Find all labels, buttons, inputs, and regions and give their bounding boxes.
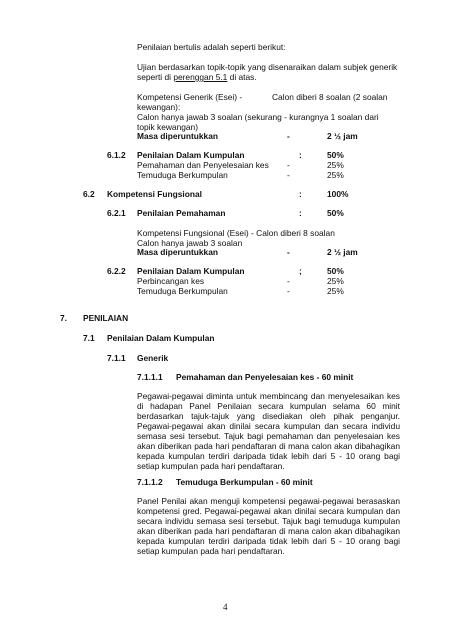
fungsional-line: Calon hanya jawab 3 soalan (137, 238, 243, 248)
paragraph-reference-link[interactable]: perenggan 5.1 (173, 72, 228, 82)
component-label: Temuduga Berkumpulan (137, 286, 228, 296)
component-value: 25% (327, 170, 344, 180)
masa-dash: - (287, 247, 290, 257)
intro-text: seperti di (137, 72, 174, 82)
generik-line: Calon hanya jawab 3 soalan (sekurang - kurangnya 1 soalan dari (137, 112, 379, 122)
section-number: 6.1.2 (107, 150, 126, 160)
masa-value: 2 ½ jam (327, 131, 358, 141)
component-dash: - (287, 170, 290, 180)
generik-label: Kompetensi Generik (Esei) - (137, 92, 243, 102)
section-title: Kompetensi Fungsional (107, 189, 202, 199)
component-value: 25% (327, 276, 344, 286)
section-number: 7.1 (83, 333, 95, 343)
section-title: Pemahaman dan Penyelesaian kes - 60 minit (176, 372, 354, 382)
section-paragraph: Pegawai-pegawai diminta untuk membincang dan menyelesaikan kes di hadapan Panel Penilaian secara kumpulan selama 60 minit berdasarkan tajuk-tajuk yang disediakan oleh pihak penganjur. Pegawai-pegawai akan dinilai secara kumpulan dan secara individu semasa sesi tersebut. Tajuk bagi pemahaman dan penyelesaian kes akan diberikan pada hari pendaftaran di mana calon akan dibahagikan kepada kumpulan terdiri daripada tidak lebih dari 5 - 10 orang bagi setiap kumpulan pada hari pendaftaran. (137, 391, 400, 471)
component-dash: - (287, 276, 290, 286)
section-title: Penilaian Dalam Kumpulan (107, 333, 215, 343)
intro-line (137, 72, 257, 82)
component-value: 25% (327, 160, 344, 170)
section-number: 7. (60, 313, 67, 323)
generik-line: kewangan): (137, 102, 181, 112)
section-total: 50% (327, 150, 344, 160)
section-title: Penilaian Dalam Kumpulan (137, 150, 245, 160)
component-dash: - (287, 160, 290, 170)
section-title: Temuduga Berkumpulan - 60 minit (176, 477, 313, 487)
section-separator: ; (299, 266, 302, 276)
section-total: 100% (327, 189, 349, 199)
generik-line: topik kewangan) (137, 122, 198, 132)
masa-label: Masa diperuntukkan (137, 131, 218, 141)
section-paragraph: Panel Penilai akan menguji kompetensi pegawai-pegawai berasaskan kompetensi gred. Pegawai-pegawai akan dinilai secara kumpulan dan secara individu semasa sesi tersebut. Tajuk bagi temuduga kumpulan akan diberikan pada hari pendaftaran di mana calon akan dibahagikan kepada kumpulan terdiri daripada tidak lebih dari 5 - 10 orang bagi setiap kumpulan pada hari pendaftaran. (137, 496, 400, 556)
masa-dash: - (287, 131, 290, 141)
section-number: 6.2.2 (107, 266, 126, 276)
intro-line: Ujian berdasarkan topik-topik yang disenaraikan dalam subjek generik (137, 62, 398, 72)
section-number: 6.2.1 (107, 208, 126, 218)
section-title: PENILAIAN (83, 313, 129, 323)
masa-label: Masa diperuntukkan (137, 247, 218, 257)
intro-line: Penilaian bertulis adalah seperti berikut: (137, 42, 286, 52)
generik-value: Calon diberi 8 soalan (2 soalan (272, 92, 388, 102)
component-label: Temuduga Berkumpulan (137, 170, 228, 180)
section-number: 7.1.1.2 (137, 477, 163, 487)
component-label: Perbincangan kes (137, 276, 205, 286)
section-total: 50% (327, 208, 344, 218)
component-dash: - (287, 286, 290, 296)
section-total: 50% (327, 266, 344, 276)
fungsional-line: Kompetensi Fungsional (Esei) - Calon diberi 8 soalan (137, 228, 335, 238)
section-number: 6.2 (83, 189, 95, 199)
intro-text: di atas. (227, 72, 257, 82)
section-separator: : (299, 208, 302, 218)
component-value: 25% (327, 286, 344, 296)
page-number: 4 (223, 602, 228, 612)
masa-value: 2 ½ jam (327, 247, 358, 257)
section-separator: : (299, 189, 302, 199)
section-number: 7.1.1 (107, 353, 126, 363)
section-number: 7.1.1.1 (137, 372, 163, 382)
section-title: Penilaian Dalam Kumpulan (137, 266, 245, 276)
section-title: Penilaian Pemahaman (137, 208, 226, 218)
section-separator: : (299, 150, 302, 160)
component-label: Pemahaman dan Penyelesaian kes (137, 160, 269, 170)
section-title: Generik (137, 353, 169, 363)
